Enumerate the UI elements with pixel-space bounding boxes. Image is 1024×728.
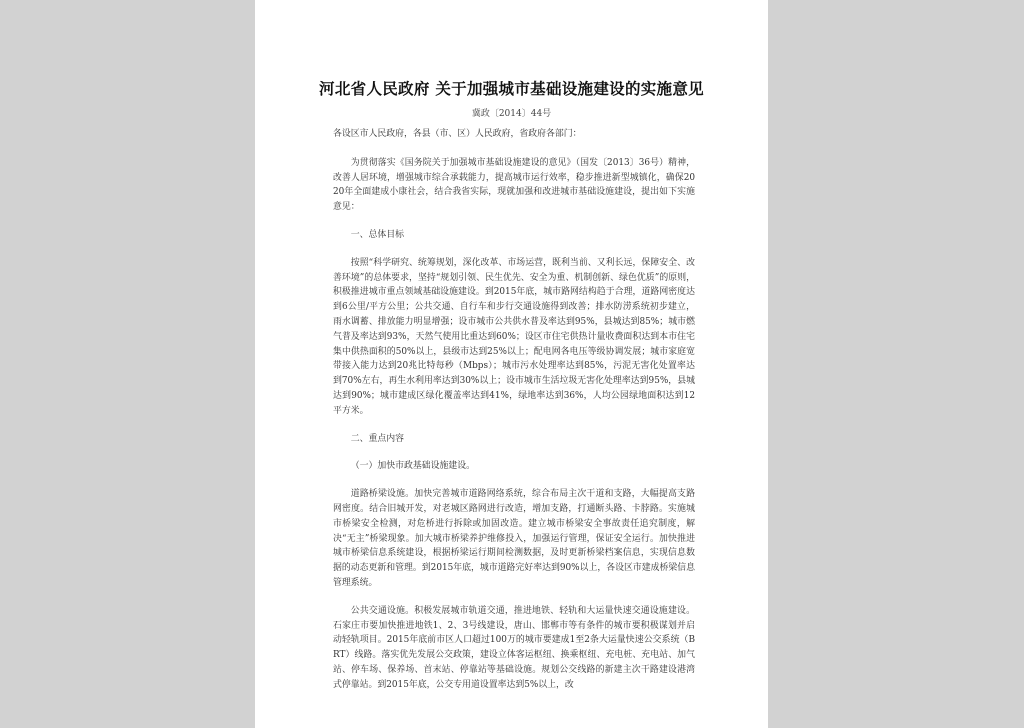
section-heading-goals: 一、总体目标: [350, 229, 405, 240]
intro-paragraph: 为贯彻落实《国务院关于加强城市基础设施建设的意见》（国发〔2013〕36号）精神，改善人居环境，增强城市综合承载能力，提高城市运行效率，稳步推进新型城镇化，确保2020年全面建成小康社会，结合我省实际，现就加强和改进城市基础设施建设，提出如下实施意见：: [333, 157, 695, 213]
goals-paragraph: 按照“科学研究、统筹规划，深化改革、市场运营，既利当前、又利长远，保障安全、改善环境”的总体要求，坚持“规划引领、民生优先、安全为重、机制创新、绿色优质”的原则，积极推进城市重点领域基础设施建设。到2015年底，城市路网结构趋于合理，道路网密度达到6公里/平方公里；公共交通、自行车和步行交通设施得到改善；排水防涝系统初步建立，雨水调蓄、排放能力明显增强；设市城市公共供水普及率达到95%，县城达到85%；城市燃气普及率达到93%，天然气使用比重达到60%；设区市住宅供热计量收费面积达到本市住宅集中供热面积的50%以上，县级市达到25%以上；配电网各电压等级协调发展；城市家庭宽带接入能力达到20兆比特每秒（Mbps）；城市污水处理率达到85%，污泥无害化处置率达到70%左右，再生水利用率达到30%以上；设市城市生活垃圾无害化处理率达到95%，县城达到90%；城市建成区绿化覆盖率达到41%，绿地率达到36%，人均公园绿地面积达到12平方米。: [333, 257, 695, 416]
document-number: 冀政〔2014〕44号: [471, 109, 552, 119]
document-title: 河北省人民政府 关于加强城市基础设施建设的实施意见: [319, 79, 704, 98]
section-heading-key-content: 二、重点内容: [350, 433, 405, 444]
public-transit-paragraph: 公共交通设施。积极发展城市轨道交通，推进地铁、轻轨和大运量快速交通设施建设。石家庄市要加快推进地铁1、2、3号线建设，唐山、邯郸市等有条件的城市要积极谋划并启动轻轨项目。2015年底前市区人口超过100万的城市要建成1至2条大运量快速公交系统（BRT）线路。落实优先发展公交政策，建设立体客运枢纽、换乘枢纽、充电桩、充电站、加气站、停车场、保养场、首末站、停靠站等基础设施。规划公交线路的新建主次干路建设港湾式停靠站。到2015年底，公交专用道设置率达到5%以上，改: [333, 605, 695, 690]
document-page: [255, 0, 768, 728]
subsection-heading-municipal: （一）加快市政基础设施建设。: [350, 461, 476, 472]
document-body: [333, 127, 695, 706]
salutation: 各设区市人民政府，各县（市、区）人民政府，省政府各部门：: [333, 129, 582, 139]
roads-bridges-paragraph: 道路桥梁设施。加快完善城市道路网络系统，综合布局主次干道和支路，大幅提高支路网密度。结合旧城开发，对老城区路网进行改造，增加支路，打通断头路、卡脖路。实施城市桥梁安全检测，对危桥进行拆除或加固改造。建立城市桥梁安全事故责任追究制度，解决“无主”桥梁现象。加大城市桥梁养护维修投入，加强运行管理，保证安全运行。加快推进城市桥梁信息系统建设，根据桥梁运行期间检测数据，及时更新桥梁档案信息，实现信息数据的动态更新和管理。到2015年底，城市道路完好率达到90%以上，各设区市建成桥梁信息管理系统。: [333, 489, 695, 588]
